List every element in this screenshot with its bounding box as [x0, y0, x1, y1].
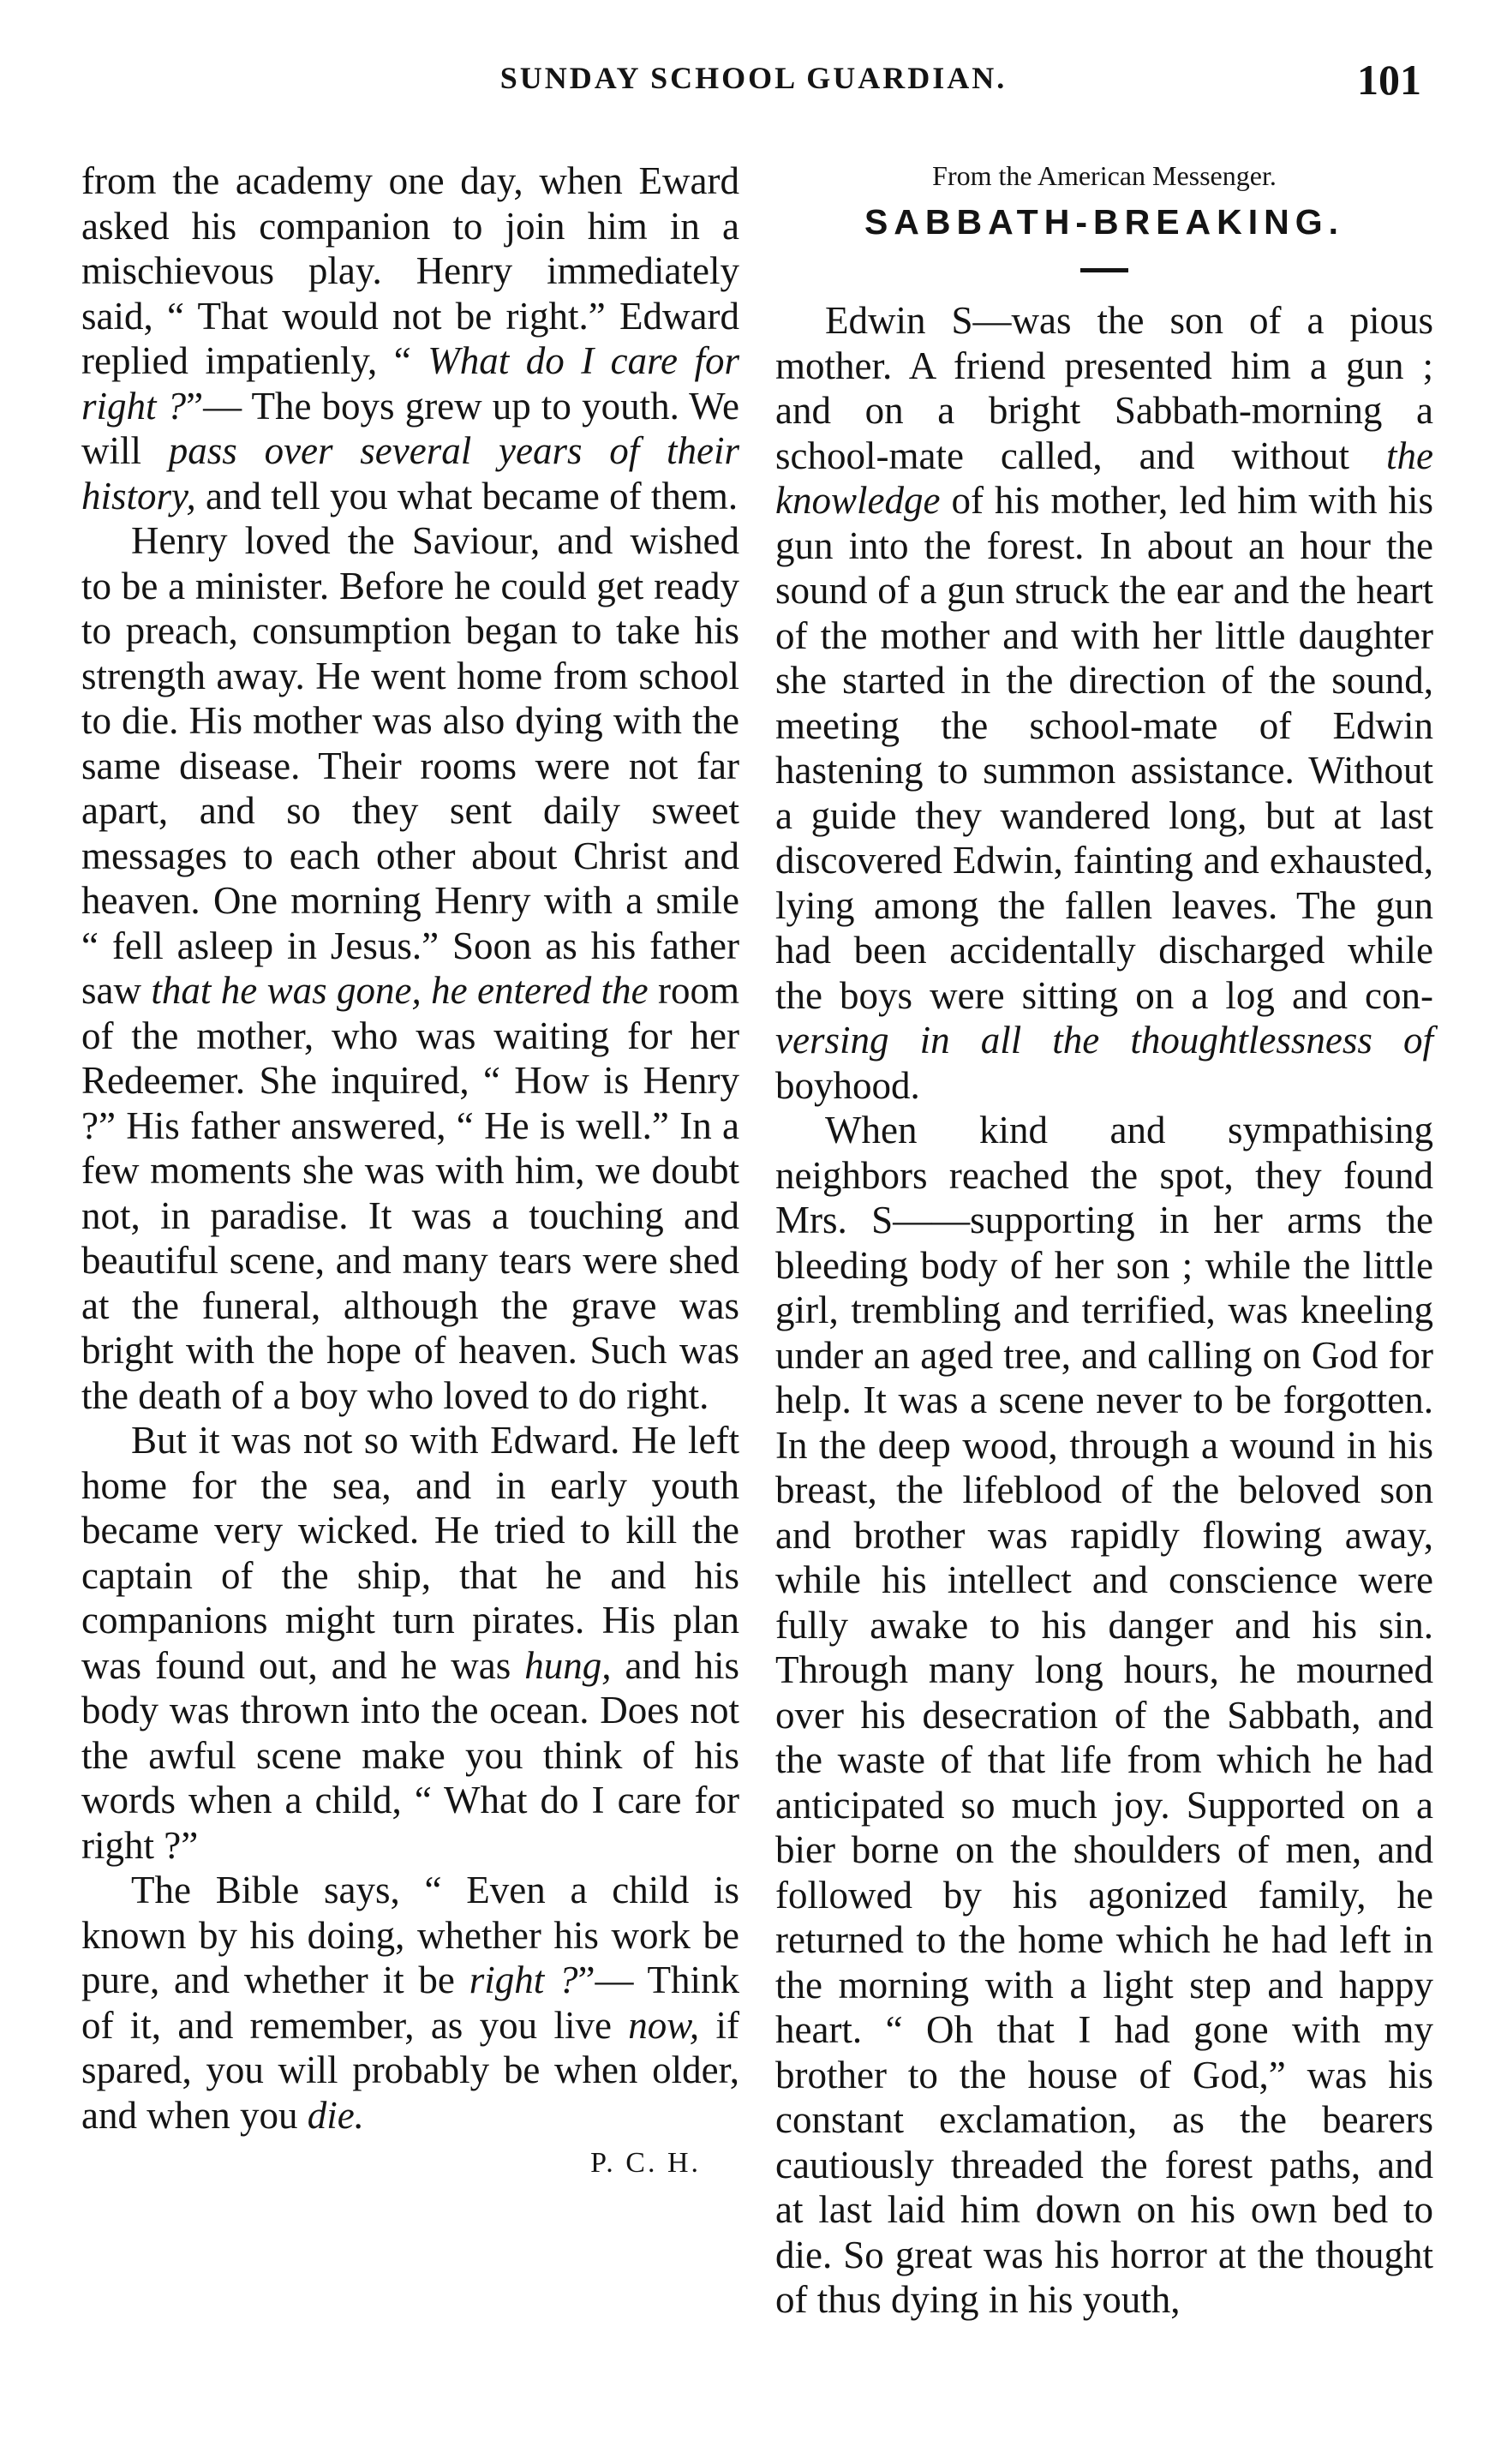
italic-run: the knowledge [775, 434, 1433, 522]
text-run: if spared, you will probably be when older, and when you [81, 2003, 739, 2137]
italic-run: What do I care for right ? [81, 339, 739, 428]
running-head: SUNDAY SCHOOL GUARDIAN. [499, 61, 1008, 95]
text-run: and tell you what became of them. [195, 474, 739, 517]
right-paragraph-2: When kind and sympathising neighbors reached the spot, they found Mrs. S——supporting in her arms the bleeding body of her son ; while the little girl, trembling and terrified, was kneeling under an aged tree, and calling on God for help. It was a scene never to be forgotten. In the deep wood, through a wound in his breast, the lifeblood of the beloved son and brother was rapidly flowing away, while his intellect and conscience were fully awake to his danger and his sin. Through many long hours, he mourned over his desecration of the Sabbath, and the waste of that life from which he had anticipated so much joy. Supported on a bier borne on the shoulders of men, and followed by his agonized family, he returned to the home which he had left in the morning with a light step and happy heart. “ Oh that I had gone with my brother to the house of God,” was his constant exclamation, as the bearers cautiously threaded the forest paths, and at last laid him down on his own bed to die. So great was his horror at the thought of thus dying in his youth, [775, 1109, 1433, 2321]
italic-run: versing in all the thoughtlessness of [775, 1019, 1433, 1062]
text-run: and his body was thrown into the ocean. Does not the awful scene make you think of his words when a child, “ What do I care for right ?” [81, 1643, 739, 1867]
left-paragraph-1 [81, 158, 739, 518]
left-paragraph-3 [81, 1418, 739, 1868]
page-header [0, 55, 1507, 115]
right-paragraph-1 [775, 298, 1433, 1108]
text-run: Edwin S—was the son of a pious mother. A friend presented him a gun ; and on a bright Sabbath-morning a school-mate called, and without [775, 299, 1433, 477]
text-run: ”— Think of it, and remember, as you live [81, 1959, 739, 2047]
article-title: SABBATH-BREAKING. [864, 202, 1345, 242]
text-run: boyhood. [775, 1063, 920, 1107]
left-paragraph-4 [81, 1868, 739, 2138]
italic-run: pass over several years of their history, [81, 429, 739, 517]
article-source: From the American Messenger. [932, 160, 1277, 191]
italic-run: die. [307, 2093, 364, 2137]
text-run: ”— The boys grew up to youth. We will [81, 384, 739, 472]
author-signature: P. C. H. [590, 2147, 701, 2179]
text-run: from the academy one day, when Eward asked his companion to join him in a mischievous play. Henry immediately said, “ That would not be right.” Edward replied impatienly, “ [81, 159, 739, 382]
left-column [81, 158, 739, 2186]
right-column [775, 158, 1433, 2323]
text-run: room of the mother, who was waiting for her Redeemer. She inquired, “ How is Henry ?” His father answered, “ He is well.” In a few moments she was with him, we doubt not, in paradise. It was a touching and beautiful scene, and many tears were shed at the funeral, although the grave was bright with the hope of heaven. Such was the death of a boy who loved to do right. [81, 969, 739, 1417]
text-run: of his mother, led him with his gun into the forest. In about an hour the sound of a gun struck the ear and the heart of the mother and with her little daughter she started in the direction of the sound, meeting the school-mate of Edwin hastening to summon assistance. Without a guide they wandered long, but at last discovered Edwin, fainting and exhausted, lying among the fallen leaves. The gun had been accidentally discharged while the boys were sitting on a log and con- [775, 479, 1433, 1017]
text-run: Henry loved the Saviour, and wished to be a minister. Before he could get ready to preach, consumption began to take his strength away. He went home from school to die. His mother was also dying with the same disease. Their rooms were not far apart, and so they sent daily sweet messages to each other about Christ and heaven. One morning Henry with a smile “ fell asleep in Jesus.” Soon as his father saw [81, 519, 739, 1012]
italic-run: now, [628, 2003, 700, 2047]
italic-run: hung, [524, 1643, 612, 1687]
left-paragraph-2 [81, 518, 739, 1418]
text-run: The Bible says, “ Even a child is known by his doing, whether his work be pure, and whether it be [81, 1869, 739, 2001]
page-number: 101 [1357, 56, 1421, 104]
italic-run: right ? [469, 1959, 578, 2001]
text-run: But it was not so with Edward. He left home for the sea, and in early youth became very wicked. He tried to kill the captain of the ship, that he and his companions might turn pirates. His plan was found out, and he was [81, 1419, 739, 1687]
italic-run: that he was gone, he entered the [151, 969, 649, 1012]
title-divider [1080, 268, 1128, 272]
